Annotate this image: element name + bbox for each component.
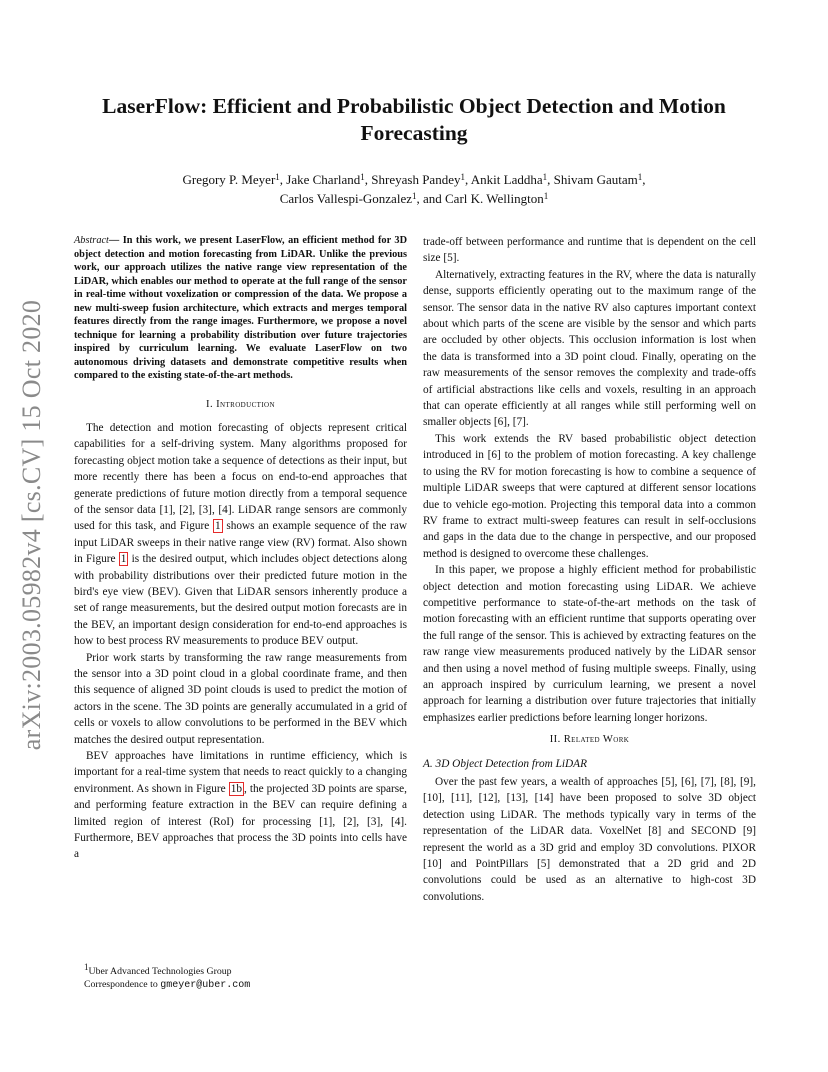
- author-name: Ankit Laddha: [470, 172, 543, 187]
- arxiv-identifier-text: arXiv:2003.05982v4 [cs.CV] 15 Oct 2020: [17, 299, 46, 751]
- author-name: Carl K. Wellington: [445, 191, 544, 206]
- footnote-affiliation: [84, 962, 384, 979]
- footnote-mark: 1: [84, 962, 89, 972]
- author-name: Shivam Gautam: [553, 172, 638, 187]
- author-name: Carlos Vallespi-Gonzalez: [279, 191, 412, 206]
- section-number: II.: [549, 734, 561, 746]
- author-affiliation-mark: 1: [360, 172, 365, 182]
- paragraph-text: , the projected 3D points are sparse, and performing feature extraction in the BEV can require defining a limited region of interest (RoI) for processing [1], [2], [3], [4]. Furthermore, BEV approaches that process the 3D points into cells have a: [74, 782, 407, 861]
- intro-paragraph-3-continued: trade-off between performance and runtime that is dependent on the cell size [5].: [423, 236, 756, 265]
- section-title: Related Work: [563, 734, 630, 746]
- author-separator: , and: [416, 191, 446, 206]
- intro-paragraph-5: This work extends the RV based probabilistic object detection introduced in [6] to the problem of motion forecasting. A key challenge to using the RV for motion forecasting is how to combine a sequence of multiple LiDAR sweeps that were captured at different sensor locations due to vehicle ego-motion. Projecting this temporal data into a common RV frame to extract multi-sweep features can result in self-occlusions and gaps in the data due to the change in perspective, and our proposed method is designed to overcome these challenges.: [423, 432, 756, 560]
- paper-title: LaserFlow: Efficient and Probabilistic Object Detection and Motion Forecasting: [102, 94, 726, 145]
- correspondence-email[interactable]: gmeyer@uber.com: [160, 979, 251, 991]
- intro-paragraph-6: In this paper, we propose a highly efficient method for probabilistic object detection and motion forecasting using LiDAR. We achieve competitive performance to state-of-the-art methods on the task of motion forecasting with an efficient runtime that supports operating over the full range of the sensor. This is achieved by extracting features on the raw range view measurements produced natively by the LiDAR sensor and then using a novel method of fusing multiple sweeps. Finally, using an approach inspired by curriculum learning, we present a novel approach for learning a distribution over future trajectories that initially emphasizes earlier predictions before learning longer horizons.: [423, 564, 756, 724]
- intro-paragraph-4: Alternatively, extracting features in the RV, where the data is naturally dense, supports efficiently operating out to the maximum range of the sensor. The sensor data in the native RV also captures important context about which parts of the scene are visible by the sensor and which parts are occluded by other objects. This occlusion information is lost when the data is transformed into a 3D point cloud. Finally, operating on the raw measurements of the sensor removes the complexity and trade-offs of artificial abstractions like cells and voxels, resulting in an approach that can operate efficiently at all ranges while still performing well on smaller objects [6], [7].: [423, 268, 756, 429]
- author-line-2: [100, 189, 728, 208]
- figure-link[interactable]: 1: [120, 553, 127, 566]
- author-separator: ,: [364, 172, 372, 187]
- footnote-affiliation-text: Uber Advanced Technologies Group: [88, 966, 232, 977]
- related-work-paragraph-1: Over the past few years, a wealth of approaches [5], [6], [7], [8], [9], [10], [11], [12], [13], [14] have been proposed to solve 3D object detection using LiDAR. The methods typically vary in terms of the representation of the LiDAR data. VoxelNet [8] and SECOND [9] represent the world as a 3D grid and employ 3D convolutions. PIXOR [10] and PointPillars [5] demonstrated that a 2D grid and 2D convolutions could be used as an alternative to high-cost 3D convolutions.: [423, 776, 756, 903]
- paragraph-text: shows an example sequence of the raw input LiDAR sweeps in their native range view (RV) format. Also shown in Figure: [74, 520, 407, 566]
- author-name: Jake Charland: [286, 172, 361, 187]
- section-heading-related-work: [423, 732, 756, 748]
- author-affiliation-mark: 1: [637, 172, 643, 182]
- author-separator: ,: [642, 172, 646, 187]
- author-affiliation-mark: 1: [542, 172, 548, 182]
- author-affiliation-mark: 1: [411, 191, 417, 201]
- section-title: Introduction: [216, 398, 275, 410]
- subsection-heading: A. 3D Object Detection from LiDAR: [423, 757, 587, 770]
- section-heading-introduction: [74, 397, 407, 413]
- author-affiliation-mark: 1: [543, 191, 549, 201]
- abstract-text: In this work, we present LaserFlow, an efficient method for 3D object detection and motion forecasting from LiDAR. Unlike the previous work, our approach utilizes the native range view representation of the LiDAR, which enables our method to operate at the full range of the sensor in real-time without voxelization or compression of the data. We propose a new multi-sweep fusion architecture, which extracts and merges temporal features directly from the range images. Furthermore, we propose a novel technique for learning a probability distribution over future trajectories inspired by curriculum learning. We evaluate LaserFlow on two autonomous driving datasets and demonstrate competitive results when compared to the existing state-of-the-art methods.: [74, 235, 408, 381]
- author-separator: ,: [279, 172, 287, 187]
- author-separator: ,: [547, 172, 554, 187]
- author-list: [100, 170, 728, 208]
- intro-paragraph-2: Prior work starts by transforming the raw range measurements from the sensor into a 3D point cloud in a global coordinate frame, and then this sequence of aligned 3D point clouds is used to predict the motion of actors in the scene. The 3D points are generally accumulated in a grid of cells or voxels to allow convolutions to be performed in the BEV which matches the desired output representation.: [74, 651, 407, 746]
- paragraph-text: The detection and motion forecasting of objects represent critical capabilities for a self-driving system. Many algorithms proposed for forecasting object motion take a sequence of detections as their input, but more recently there has been a focus on end-to-end approaches that generate predictions of future motion directly from a temporal sequence of the sensor data [1], [2], [3], [4]. LiDAR range sensors are commonly used for this task, and Figure: [74, 421, 407, 533]
- paragraph-text: is the desired output, which includes object detections along with probability distributions over their predicted future motion in the bird's eye view (BEV). Given that LiDAR sensors inherently produce a set of range measurements, but the desired output motion forecasts are in the BEV, an important design consideration for end-to-end approaches is how to best process RV measurements to produce BEV output.: [74, 553, 407, 648]
- left-column: [74, 234, 407, 863]
- author-name: Gregory P. Meyer: [182, 172, 276, 187]
- author-affiliation-mark: 1: [460, 172, 465, 182]
- paragraph-text: BEV approaches have limitations in runtime efficiency, which is important for a real-time system that needs to react quickly to a changing environment. As shown in Figure: [74, 750, 407, 795]
- intro-paragraph-1: [74, 420, 407, 650]
- correspondence-label: Correspondence to: [84, 978, 161, 990]
- author-separator: ,: [464, 172, 471, 187]
- figure-link[interactable]: 1: [215, 520, 221, 533]
- abstract: Abstract— In this work, we present LaserFlow, an efficient method for 3D object detection and motion forecasting from LiDAR. Unlike the previous work, our approach utilizes the native range view representation of the LiDAR, which enables our method to operate at the full range of the sensor in real-time without voxelization or compression of the data. We propose a new multi-sweep fusion architecture, which extracts and merges temporal features directly from the range images. Furthermore, we propose a novel technique for learning a probability distribution over future trajectories inspired by curriculum learning. We evaluate LaserFlow on two autonomous driving datasets and demonstrate competitive results when compared to the existing state-of-the-art methods.: [74, 235, 408, 381]
- intro-paragraph-3: [74, 748, 407, 863]
- arxiv-identifier: [12, 290, 52, 760]
- footnote: [84, 962, 384, 992]
- author-name: Shreyash Pandey: [371, 172, 461, 187]
- author-affiliation-mark: 1: [275, 172, 280, 182]
- figure-link[interactable]: 1b: [230, 782, 242, 795]
- right-column: [423, 234, 756, 905]
- abstract-label: Abstract: [74, 235, 109, 246]
- author-line-1: [100, 170, 728, 189]
- footnote-correspondence: [84, 979, 384, 993]
- section-number: I.: [206, 398, 214, 410]
